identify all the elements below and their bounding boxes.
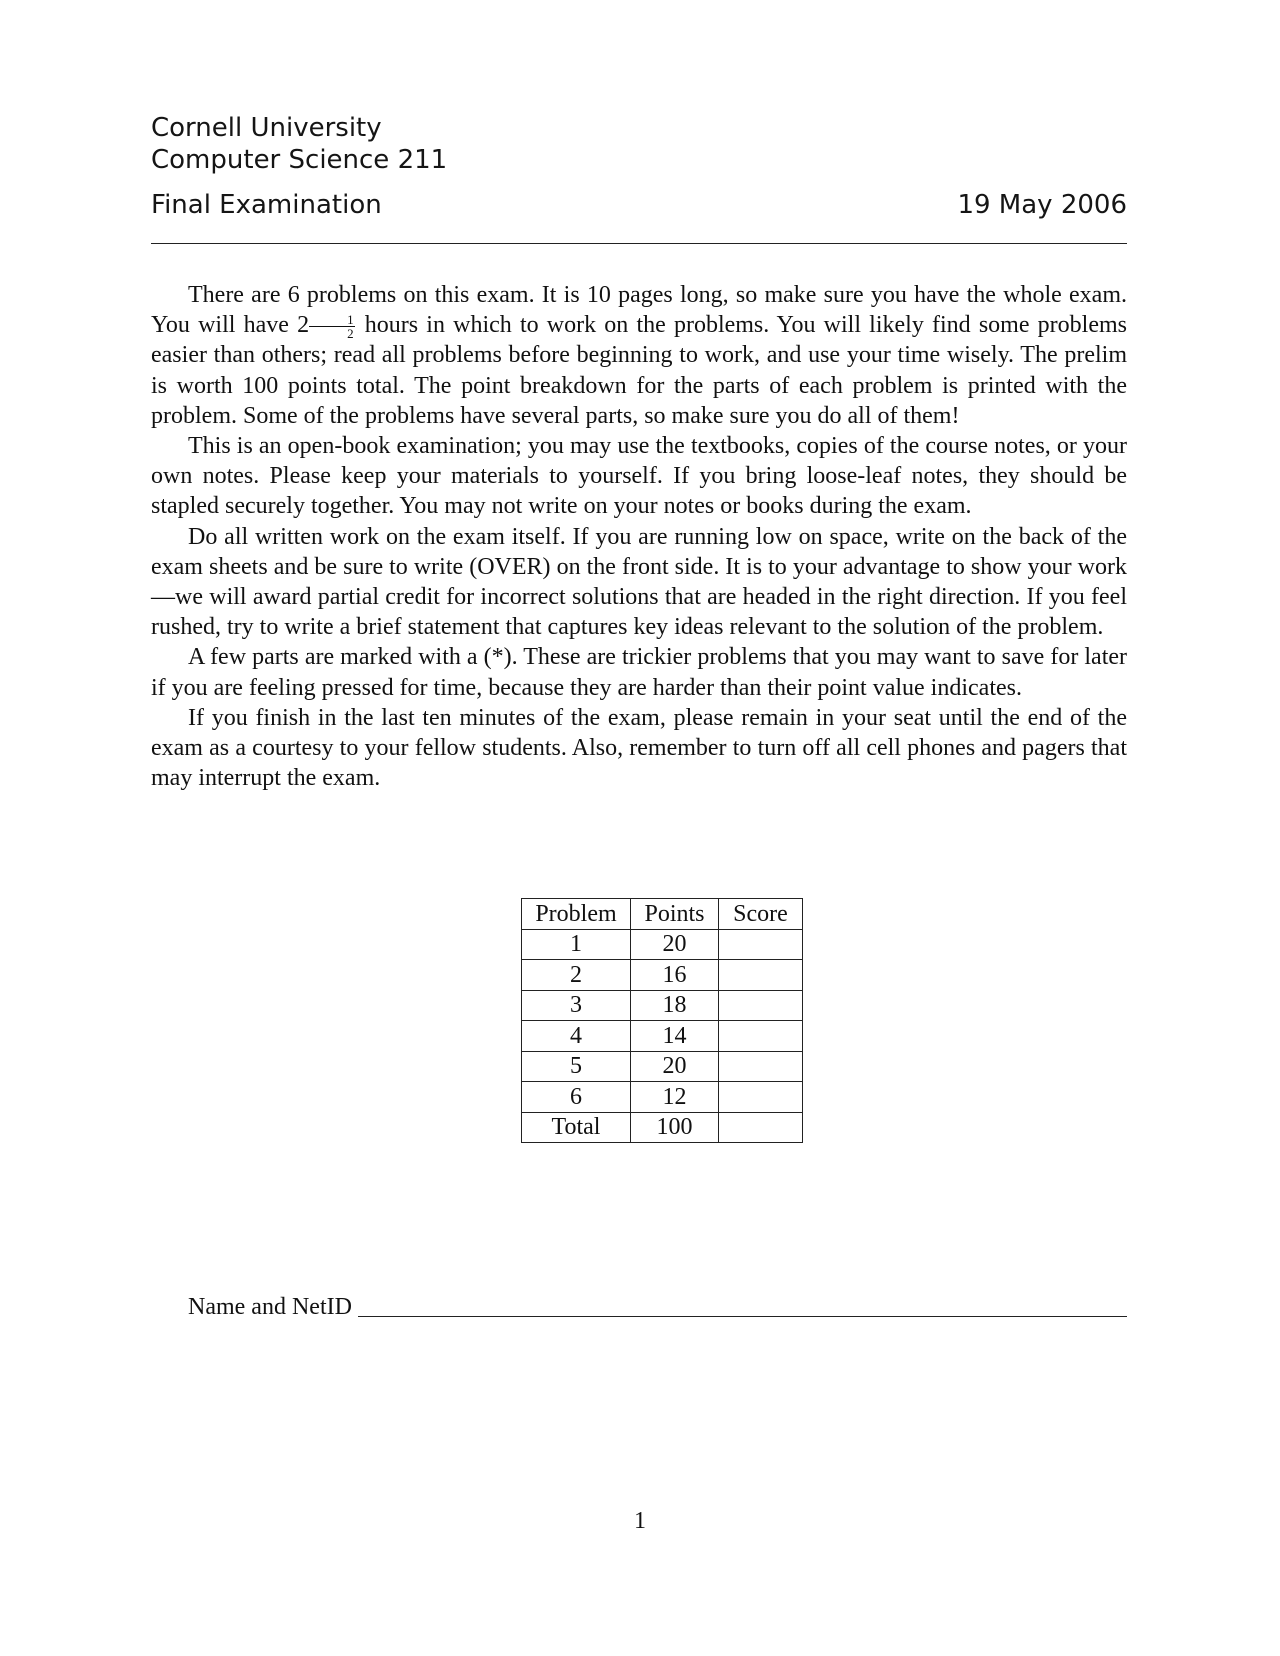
exam-header <box>151 112 1127 176</box>
points-cell: 14 <box>631 1021 719 1052</box>
problem-cell: 2 <box>522 960 631 991</box>
problem-cell: 5 <box>522 1051 631 1082</box>
score-cell[interactable] <box>719 1082 803 1113</box>
points-cell: 18 <box>631 990 719 1021</box>
header-score: Score <box>719 899 803 930</box>
instructions-paragraph-1 <box>151 280 1127 431</box>
name-netid-blank[interactable] <box>358 1315 1127 1317</box>
table-row <box>522 1051 803 1082</box>
instructions-paragraph-3: Do all written work on the exam itself. If you are running low on space, write on the back of the exam sheets and be sure to write (OVER) on the front side. It is to your advantage to show your work—we will award partial credit for incorrect solutions that are headed in the right direction. If you feel rushed, try to write a brief statement that captures key ideas relevant to the solution of the problem. <box>151 523 1127 641</box>
page-number: 1 <box>634 1508 646 1534</box>
table-row <box>522 990 803 1021</box>
name-netid-label: Name and NetID <box>188 1294 352 1320</box>
score-cell[interactable] <box>719 1051 803 1082</box>
fraction-one-half <box>309 313 355 340</box>
table-total-row <box>522 1112 803 1143</box>
total-score-cell[interactable] <box>719 1112 803 1143</box>
score-cell[interactable] <box>719 1021 803 1052</box>
table-row <box>522 960 803 991</box>
table-header-row <box>522 899 803 930</box>
score-table <box>521 898 803 1143</box>
score-cell[interactable] <box>719 929 803 960</box>
points-cell: 16 <box>631 960 719 991</box>
table-row <box>522 1082 803 1113</box>
points-cell: 20 <box>631 929 719 960</box>
total-label-cell: Total <box>522 1112 631 1143</box>
university-name: Cornell University <box>151 113 382 143</box>
total-points-cell: 100 <box>631 1112 719 1143</box>
points-cell: 20 <box>631 1051 719 1082</box>
problem-cell: 3 <box>522 990 631 1021</box>
table-row <box>522 1021 803 1052</box>
score-cell[interactable] <box>719 960 803 991</box>
exam-date: 19 May 2006 <box>957 190 1127 220</box>
exam-title: Final Examination <box>151 190 382 220</box>
instructions-p1-end: hours in which to work on the problems. You will likely find some problems easier than others; read all problems before beginning to work, and use your time wisely. The prelim is worth 100 points total. The point breakdown for the parts of each problem is printed with the problem. Some of the problems have several parts, so make sure you do all of them! <box>151 312 1127 429</box>
problem-cell: 4 <box>522 1021 631 1052</box>
name-netid-field <box>188 1294 1127 1321</box>
header-problem: Problem <box>522 899 631 930</box>
points-cell: 12 <box>631 1082 719 1113</box>
title-row <box>151 189 1127 221</box>
table-row <box>522 929 803 960</box>
fraction-denominator: 2 <box>347 326 354 342</box>
header-points: Points <box>631 899 719 930</box>
fraction-numerator: 1 <box>309 313 355 327</box>
course-name: Computer Science 211 <box>151 145 448 175</box>
instructions-paragraph-5: If you finish in the last ten minutes of the exam, please remain in your seat until the end of the exam as a courtesy to your fellow students. Also, remember to turn off all cell phones and pagers that may interrupt the exam. <box>151 704 1127 792</box>
instructions-paragraph-4: A few parts are marked with a (*). These are trickier problems that you may want to save for later if you are feeling pressed for time, because they are harder than their point value indicates. <box>151 644 1127 701</box>
instructions <box>151 280 1127 793</box>
problem-cell: 1 <box>522 929 631 960</box>
instructions-paragraph-2: This is an open-book examination; you may use the textbooks, copies of the course notes, or your own notes. Please keep your materials to yourself. If you bring loose-leaf notes, they should be stapled securely together. You may not write on your notes or books during the exam. <box>151 433 1127 520</box>
score-cell[interactable] <box>719 990 803 1021</box>
header-divider <box>151 243 1127 244</box>
instructions-p1-start: There are 6 problems on this exam. It is 10 pages long, so make sure you have the whole exam. You will have 2 <box>151 282 1127 339</box>
problem-cell: 6 <box>522 1082 631 1113</box>
